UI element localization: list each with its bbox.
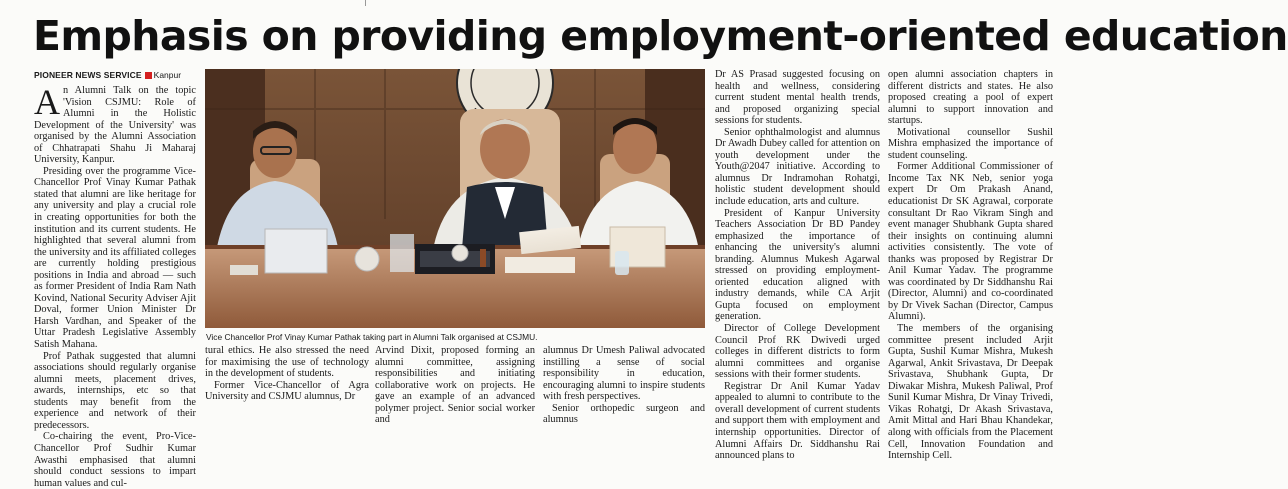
- top-rule: [0, 0, 1079, 6]
- paragraph: Former Additional Commissioner of Income Tax NK Neb, senior yoga expert Dr Om Prakash Anand, educationist Dr SK Agrawal, corporate consultant Dr Rao Vikram Singh and event manager Shubhank Gupta shared their insights on continuing alumni activities consistently. The vote of thanks was proposed by Registrar Dr Anil Kumar Yadav. The programme was coordinated by Dr Siddhanshu Rai (Director, Alumni) and co-coordinated by Dr Vivek Sachan (Director, Campus Alumni).: [888, 161, 1053, 323]
- news-service: PIONEER NEWS SERVICE: [34, 70, 142, 80]
- paragraph: alumnus Dr Umesh Paliwal advocated instilling a sense of social responsibility in education, encouraging alumni to inspire students with fresh perspectives.: [543, 345, 705, 403]
- paragraph: Senior orthopedic surgeon and alumnus: [543, 402, 705, 426]
- top-divider-tick: [365, 0, 366, 6]
- paragraph: Registrar Dr Anil Kumar Yadav appealed to alumni to contribute to the overall development of current students and support them with employment and internship opportunities. Director of Alumni Affairs Dr. Siddhanshu Rai announced plans to: [715, 380, 880, 462]
- paragraph: Presiding over the programme Vice-Chancellor Prof Vinay Kumar Pathak stated that alumni are like heritage for any university and play a crucial role in creating opportunities for both the institution and its current students. He highlighted that several alumni from the university and its affiliated colleges are currently holding prestigious positions in India and abroad — such as former President of India Ram Nath Kovind, National Security Adviser Ajit Doval, former Union Minister Dr Harsh Vardhan, and Speaker of the Uttar Pradesh Legislative Assembly Satish Mahana.: [34, 165, 196, 351]
- paragraph: tural ethics. He also stressed the need for maximising the use of technology in the development of students.: [205, 345, 369, 380]
- paragraph: Senior ophthalmologist and alumnus Dr Awadh Dubey called for attention on youth development under the Youth@2047 initiative. According to alumnus Dr Indramohan Rohatgi, holistic student development should include education, arts and culture.: [715, 126, 880, 208]
- article-column-5: [715, 69, 880, 462]
- drop-cap: A: [34, 82, 60, 122]
- byline: [34, 69, 196, 81]
- paragraph: The members of the organising committee present included Arjit Gupta, Sushil Kumar Mishra, Mukesh Agarwal, Ankit Srivastava, Dr Deepak Srivastava, Shubhank Gupta, Dr Diwakar Mishra, Mukesh Paliwal, Prof Sunil Kumar Mishra, Dr Vinay Trivedi, Vikas Rohatgi, Dr Akash Srivastava, Amit Mittal and Hari Bhau Khandekar, along with officials from the Placement Cell, Innovation Foundation and Internship Cell.: [888, 323, 1053, 462]
- paragraph: Dr AS Prasad suggested focusing on health and wellness, considering current student mental health trends, and proposed organizing special sessions for students.: [715, 69, 880, 127]
- paragraph: Co-chairing the event, Pro-Vice-Chancellor Prof Sudhir Kumar Awasthi emphasised that alumni should conduct sessions to impart human values and cul-: [34, 431, 196, 489]
- paragraph: Motivational counsellor Sushil Mishra emphasized the importance of student counseling.: [888, 126, 1053, 161]
- photo-illustration: [205, 69, 705, 328]
- paragraph: Prof Pathak suggested that alumni associations should regularly organise alumni meets, placement drives, awards, internships, etc so that students may benefit from the experience and network of their predecessors.: [34, 350, 196, 431]
- paragraph: Director of College Development Council Prof RK Dwivedi urged colleges in different districts to form alumni committees and organise sessions with their former students.: [715, 323, 880, 381]
- paragraph: Arvind Dixit, proposed forming an alumni committee, assigning responsibilities and initiating collaborative work on projects. He gave an example of an advanced polymer project. Senior social worker and: [375, 345, 535, 426]
- article-column-4: [543, 345, 705, 426]
- paragraph: President of Kanpur University Teachers Association Dr BD Pandey emphasized the importance of enhancing the university's alumni branding. Alumnus Mukesh Agarwal stressed on providing employment-oriented education aligned with industry demands, while CA Arjit Gupta focused on employment generation.: [715, 207, 880, 323]
- byline-marker-icon: [145, 72, 152, 79]
- article-column-3: [375, 345, 535, 426]
- photo-caption: Vice Chancellor Prof Vinay Kumar Pathak taking part in Alumni Talk organised at CSJMU.: [206, 332, 538, 342]
- dateline-place: Kanpur: [153, 70, 182, 80]
- paragraph: open alumni association chapters in different districts and states. He also proposed creating a pool of expert alumni to support innovation and startups.: [888, 69, 1053, 127]
- headline: Emphasis on providing employment-oriented education: [33, 12, 1288, 60]
- article-column-6: [888, 69, 1053, 462]
- news-photo: [205, 69, 705, 328]
- paragraph: Former Vice-Chancellor of Agra University and CSJMU alumnus, Dr: [205, 379, 369, 403]
- lead-paragraph: An Alumni Talk on the topic 'Vision CSJMU: Role of Alumni in the Holistic Development of the University' was organised by the Alumni Association of Chhatrapati Shahu Ji Maharaj University, Kanpur.: [34, 82, 196, 166]
- article-column-2: [205, 345, 369, 403]
- article-column-1: [34, 69, 196, 489]
